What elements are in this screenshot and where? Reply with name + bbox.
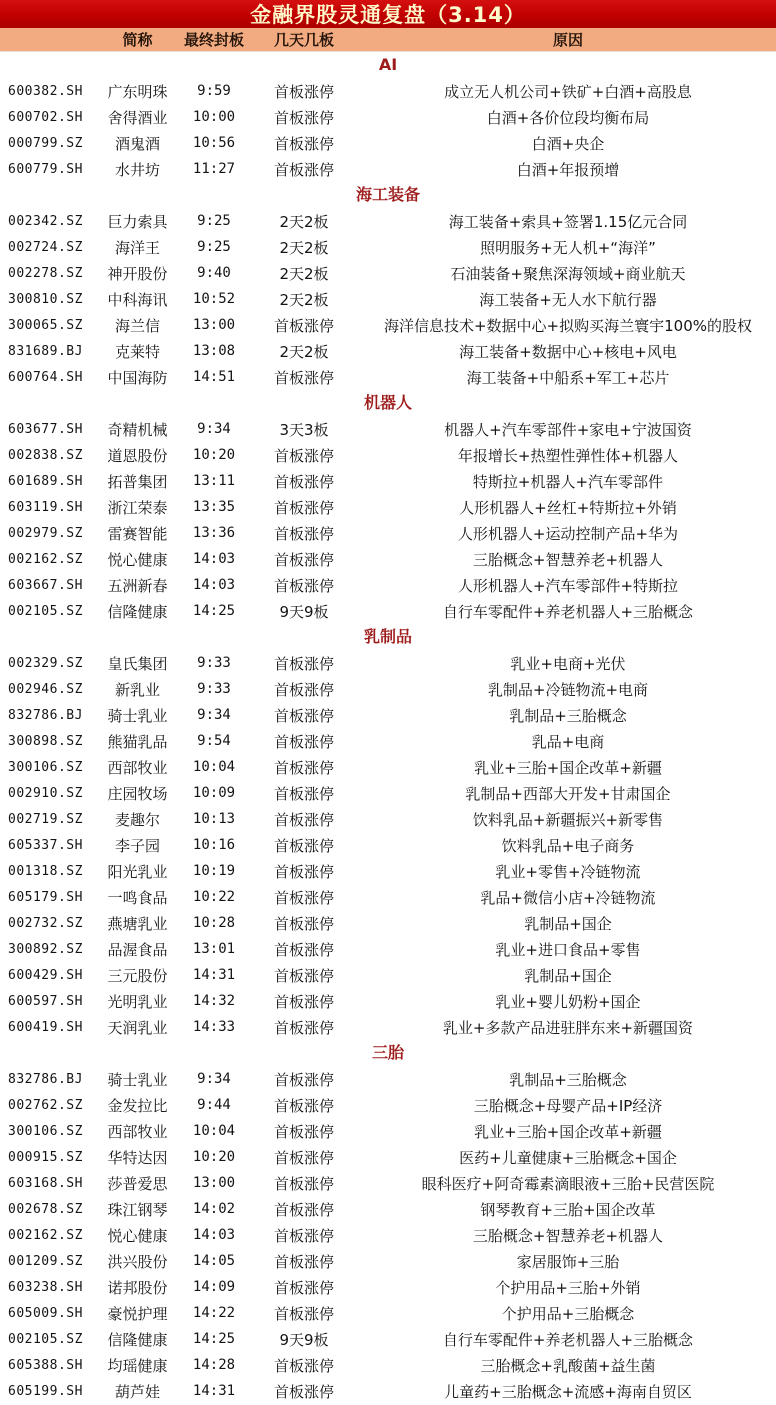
reason-text: 家居服饰+三胎	[516, 1252, 620, 1271]
stock-name: 豪悦护理	[107, 1304, 168, 1323]
reason-text: 眼科医疗+阿奇霉素滴眼液+三胎+民营医院	[421, 1174, 715, 1193]
table-row	[0, 754, 776, 780]
stock-code: 300065.SZ	[8, 317, 83, 333]
stock-code: 831689.BJ	[8, 343, 83, 359]
stock-name: 骑士乳业	[107, 1070, 168, 1089]
reason-text: 儿童药+三胎概念+流感+海南自贸区	[444, 1382, 692, 1401]
stock-name: 悦心健康	[107, 550, 168, 569]
board-count: 2天2板	[279, 238, 329, 257]
table-row	[0, 598, 776, 624]
stock-code: 002105.SZ	[8, 1331, 83, 1347]
stock-code: 600382.SH	[8, 83, 83, 99]
seal-time: 13:36	[192, 525, 236, 541]
reason-text: 乳制品+三胎概念	[509, 1070, 627, 1089]
seal-time: 10:28	[192, 915, 236, 931]
board-count: 首板涨停	[273, 1252, 334, 1271]
board-count: 首板涨停	[273, 82, 334, 101]
table-row	[0, 832, 776, 858]
seal-time: 14:33	[192, 1019, 236, 1035]
stock-name: 庄园牧场	[107, 784, 168, 803]
seal-time: 14:51	[192, 369, 236, 385]
stock-name: 海洋王	[114, 238, 160, 257]
board-count: 9天9板	[279, 602, 329, 621]
reason-text: 乳品+微信小店+冷链物流	[480, 888, 656, 907]
stock-code: 600597.SH	[8, 993, 83, 1009]
table-row	[0, 442, 776, 468]
seal-time: 9:40	[197, 265, 231, 281]
board-count: 首板涨停	[273, 966, 334, 985]
table-row	[0, 546, 776, 572]
table-row	[0, 364, 776, 390]
stock-code: 001318.SZ	[8, 863, 83, 879]
section-title: 海工装备	[355, 185, 420, 204]
reason-text: 饮料乳品+新疆振兴+新零售	[472, 810, 664, 829]
board-count: 首板涨停	[273, 160, 334, 179]
stock-name: 神开股份	[107, 264, 168, 283]
board-count: 首板涨停	[273, 862, 334, 881]
board-count: 首板涨停	[273, 550, 334, 569]
table-row	[0, 1248, 776, 1274]
seal-time: 13:00	[192, 1175, 236, 1191]
board-count: 首板涨停	[273, 680, 334, 699]
board-count: 首板涨停	[273, 836, 334, 855]
reason-text: 乳业+进口食品+零售	[495, 940, 641, 959]
stock-name: 西部牧业	[107, 1122, 168, 1141]
seal-time: 13:01	[192, 941, 236, 957]
board-count: 首板涨停	[273, 108, 334, 127]
table-row	[0, 156, 776, 182]
table-row	[0, 1118, 776, 1144]
reason-text: 白酒+各价位段均衡布局	[486, 108, 650, 127]
stock-name: 信隆健康	[107, 1330, 168, 1349]
table-row	[0, 104, 776, 130]
board-count: 首板涨停	[273, 1070, 334, 1089]
stock-code: 600429.SH	[8, 967, 83, 983]
table-row	[0, 416, 776, 442]
board-count: 首板涨停	[273, 576, 334, 595]
table-row	[0, 338, 776, 364]
board-count: 首板涨停	[273, 1122, 334, 1141]
reason-text: 海工装备+中船系+军工+芯片	[466, 368, 670, 387]
seal-time: 9:34	[197, 421, 231, 437]
section-title: AI	[378, 55, 398, 74]
stock-code: 000799.SZ	[8, 135, 83, 151]
seal-time: 14:25	[192, 1331, 236, 1347]
reason-text: 乳业+多款产品进驻胖东来+新疆国资	[442, 1018, 694, 1037]
reason-text: 成立无人机公司+铁矿+白酒+高股息	[444, 82, 692, 101]
seal-time: 10:19	[192, 863, 236, 879]
board-count: 首板涨停	[273, 1356, 334, 1375]
stock-code: 002719.SZ	[8, 811, 83, 827]
stock-code: 002762.SZ	[8, 1097, 83, 1113]
board-count: 3天3板	[279, 420, 329, 439]
stock-code: 605337.SH	[8, 837, 83, 853]
table-row	[0, 806, 776, 832]
header-board-count: 几天几板	[273, 31, 334, 49]
reason-text: 年报增长+热塑性弹性体+机器人	[457, 446, 679, 465]
stock-name: 悦心健康	[107, 1226, 168, 1245]
stock-name: 燕塘乳业	[107, 914, 168, 933]
board-count: 2天2板	[279, 290, 329, 309]
stock-name: 巨力索具	[107, 212, 168, 231]
stock-name: 新乳业	[114, 680, 160, 699]
section-title: 机器人	[363, 393, 412, 412]
table-row	[0, 1300, 776, 1326]
seal-time: 9:25	[197, 213, 231, 229]
stock-code: 605009.SH	[8, 1305, 83, 1321]
seal-time: 14:09	[192, 1279, 236, 1295]
stock-code: 002278.SZ	[8, 265, 83, 281]
stock-name: 中科海讯	[107, 290, 168, 309]
table-row	[0, 910, 776, 936]
stock-code: 300810.SZ	[8, 291, 83, 307]
reason-text: 海洋信息技术+数据中心+拟购买海兰寰宇100%的股权	[383, 316, 753, 335]
stock-code: 600702.SH	[8, 109, 83, 125]
table-row	[0, 884, 776, 910]
stock-code: 605179.SH	[8, 889, 83, 905]
reason-text: 乳制品+西部大开发+甘肃国企	[465, 784, 671, 803]
reason-text: 自行车零配件+养老机器人+三胎概念	[442, 1330, 694, 1349]
header-reason: 原因	[552, 31, 583, 49]
stock-name: 骑士乳业	[107, 706, 168, 725]
stock-code: 002162.SZ	[8, 551, 83, 567]
table-row	[0, 650, 776, 676]
seal-time: 10:20	[192, 1149, 236, 1165]
table-row	[0, 728, 776, 754]
board-count: 首板涨停	[273, 654, 334, 673]
table-row	[0, 1326, 776, 1352]
seal-time: 9:33	[197, 655, 231, 671]
reason-text: 乳业+三胎+国企改革+新疆	[474, 758, 662, 777]
seal-time: 14:02	[192, 1201, 236, 1217]
stock-name: 葫芦娃	[114, 1382, 160, 1401]
table-row	[0, 1092, 776, 1118]
reason-text: 特斯拉+机器人+汽车零部件	[472, 472, 664, 491]
board-count: 首板涨停	[273, 446, 334, 465]
table-row	[0, 1352, 776, 1378]
seal-time: 10:52	[192, 291, 236, 307]
table-row	[0, 936, 776, 962]
table-row	[0, 78, 776, 104]
stock-code: 002342.SZ	[8, 213, 83, 229]
reason-text: 三胎概念+母婴产品+IP经济	[473, 1096, 663, 1115]
stock-code: 605199.SH	[8, 1383, 83, 1399]
board-count: 首板涨停	[273, 1148, 334, 1167]
board-count: 首板涨停	[273, 316, 334, 335]
seal-time: 10:13	[192, 811, 236, 827]
stock-code: 300898.SZ	[8, 733, 83, 749]
header-seal-time: 最终封板	[183, 31, 244, 49]
stock-code: 600764.SH	[8, 369, 83, 385]
reason-text: 三胎概念+智慧养老+机器人	[472, 1226, 664, 1245]
seal-time: 10:56	[192, 135, 236, 151]
seal-time: 11:27	[192, 161, 236, 177]
stock-name: 广东明珠	[107, 82, 168, 101]
table-row	[0, 520, 776, 546]
table-header-row	[0, 28, 776, 52]
reason-text: 饮料乳品+电子商务	[501, 836, 635, 855]
stock-code: 600419.SH	[8, 1019, 83, 1035]
table-row	[0, 286, 776, 312]
stock-code: 300106.SZ	[8, 759, 83, 775]
table-row	[0, 1066, 776, 1092]
reason-text: 乳业+零售+冷链物流	[495, 862, 641, 881]
seal-time: 14:03	[192, 551, 236, 567]
reason-text: 人形机器人+丝杠+特斯拉+外销	[459, 498, 677, 517]
stock-name: 莎普爱思	[107, 1174, 168, 1193]
table-row	[0, 130, 776, 156]
seal-time: 9:44	[197, 1097, 231, 1113]
stock-code: 603677.SH	[8, 421, 83, 437]
seal-time: 10:22	[192, 889, 236, 905]
stock-name: 均瑶健康	[107, 1356, 168, 1375]
reason-text: 自行车零配件+养老机器人+三胎概念	[442, 602, 694, 621]
board-count: 首板涨停	[273, 732, 334, 751]
seal-time: 9:25	[197, 239, 231, 255]
stock-code: 001209.SZ	[8, 1253, 83, 1269]
seal-time: 13:11	[192, 473, 236, 489]
stock-code: 002105.SZ	[8, 603, 83, 619]
reason-text: 医药+儿童健康+三胎概念+国企	[459, 1148, 677, 1167]
seal-time: 10:04	[192, 1123, 236, 1139]
stock-name: 李子园	[114, 836, 160, 855]
stock-code: 002678.SZ	[8, 1201, 83, 1217]
board-count: 首板涨停	[273, 1018, 334, 1037]
stock-name: 海兰信	[114, 316, 160, 335]
stock-code: 300106.SZ	[8, 1123, 83, 1139]
report-title-bar	[0, 0, 776, 28]
stock-code: 002329.SZ	[8, 655, 83, 671]
stock-name: 三元股份	[107, 966, 168, 985]
stock-code: 002910.SZ	[8, 785, 83, 801]
board-count: 首板涨停	[273, 940, 334, 959]
seal-time: 14:28	[192, 1357, 236, 1373]
board-count: 首板涨停	[273, 472, 334, 491]
board-count: 2天2板	[279, 342, 329, 361]
reason-text: 机器人+汽车零部件+家电+宁波国资	[444, 420, 692, 439]
stock-code: 603667.SH	[8, 577, 83, 593]
seal-time: 14:03	[192, 577, 236, 593]
stock-name: 信隆健康	[107, 602, 168, 621]
seal-time: 14:32	[192, 993, 236, 1009]
reason-text: 乳制品+冷链物流+电商	[487, 680, 649, 699]
table-row	[0, 494, 776, 520]
reason-text: 乳制品+国企	[524, 914, 612, 933]
seal-time: 9:54	[197, 733, 231, 749]
reason-text: 乳品+电商	[531, 732, 605, 751]
seal-time: 14:31	[192, 1383, 236, 1399]
reason-text: 乳业+电商+光伏	[510, 654, 626, 673]
stock-name: 天润乳业	[107, 1018, 168, 1037]
seal-time: 13:08	[192, 343, 236, 359]
seal-time: 9:34	[197, 707, 231, 723]
table-row	[0, 676, 776, 702]
stock-name: 奇精机械	[107, 420, 168, 439]
table-row	[0, 1014, 776, 1040]
stock-code: 300892.SZ	[8, 941, 83, 957]
stock-name: 五洲新春	[107, 576, 168, 595]
stock-name: 珠江钢琴	[107, 1200, 168, 1219]
board-count: 首板涨停	[273, 1304, 334, 1323]
stock-name: 一鸣食品	[107, 888, 168, 907]
reason-text: 人形机器人+汽车零部件+特斯拉	[457, 576, 679, 595]
table-row	[0, 988, 776, 1014]
stock-name: 华特达因	[107, 1148, 168, 1167]
stock-code: 000915.SZ	[8, 1149, 83, 1165]
stock-name: 品渥食品	[107, 940, 168, 959]
stock-code: 002979.SZ	[8, 525, 83, 541]
seal-time: 14:05	[192, 1253, 236, 1269]
seal-time: 9:59	[197, 83, 231, 99]
seal-time: 9:33	[197, 681, 231, 697]
page-title: 金融界股灵通复盘（3.14）	[250, 3, 526, 27]
board-count: 首板涨停	[273, 498, 334, 517]
board-count: 9天9板	[279, 1330, 329, 1349]
reason-text: 个护用品+三胎+外销	[495, 1278, 641, 1297]
reason-text: 石油装备+聚焦深海领域+商业航天	[450, 264, 686, 283]
stock-name: 麦趣尔	[114, 810, 160, 829]
seal-time: 10:00	[192, 109, 236, 125]
table-row	[0, 1222, 776, 1248]
seal-time: 10:09	[192, 785, 236, 801]
stock-code: 600779.SH	[8, 161, 83, 177]
stock-name: 雷赛智能	[107, 524, 168, 543]
stock-name: 洪兴股份	[107, 1252, 168, 1271]
board-count: 首板涨停	[273, 1278, 334, 1297]
table-row	[0, 260, 776, 286]
seal-time: 13:00	[192, 317, 236, 333]
reason-text: 三胎概念+智慧养老+机器人	[472, 550, 664, 569]
stock-name: 浙江荣泰	[107, 498, 168, 517]
stock-code: 603119.SH	[8, 499, 83, 515]
reason-text: 乳业+三胎+国企改革+新疆	[474, 1122, 662, 1141]
table-row	[0, 702, 776, 728]
reason-text: 人形机器人+运动控制产品+华为	[457, 524, 679, 543]
table-row	[0, 780, 776, 806]
stock-name: 熊猫乳品	[107, 732, 168, 751]
table-row	[0, 962, 776, 988]
stock-name: 光明乳业	[107, 992, 168, 1011]
board-count: 首板涨停	[273, 758, 334, 777]
seal-time: 14:25	[192, 603, 236, 619]
seal-time: 10:20	[192, 447, 236, 463]
reason-text: 白酒+央企	[531, 134, 605, 153]
stock-name: 皇氏集团	[107, 654, 168, 673]
stock-code: 603168.SH	[8, 1175, 83, 1191]
board-count: 首板涨停	[273, 368, 334, 387]
reason-text: 白酒+年报预增	[516, 160, 620, 179]
stock-name: 中国海防	[107, 368, 168, 387]
section-title: 三胎	[371, 1043, 404, 1062]
table-row	[0, 1274, 776, 1300]
seal-time: 14:03	[192, 1227, 236, 1243]
reason-text: 个护用品+三胎概念	[501, 1304, 635, 1323]
reason-text: 钢琴教育+三胎+国企改革	[480, 1200, 656, 1219]
stock-name: 克莱特	[114, 342, 160, 361]
seal-time: 14:22	[192, 1305, 236, 1321]
table-row	[0, 858, 776, 884]
table-row	[0, 1196, 776, 1222]
reason-text: 海工装备+数据中心+核电+风电	[459, 342, 677, 361]
table-row	[0, 208, 776, 234]
table-body	[0, 52, 776, 1404]
seal-time: 9:34	[197, 1071, 231, 1087]
board-count: 首板涨停	[273, 810, 334, 829]
seal-time: 14:31	[192, 967, 236, 983]
stock-code: 605388.SH	[8, 1357, 83, 1373]
stock-name: 拓普集团	[107, 472, 168, 491]
stock-code: 002732.SZ	[8, 915, 83, 931]
stock-code: 832786.BJ	[8, 1071, 83, 1087]
stock-name: 西部牧业	[107, 758, 168, 777]
board-count: 首板涨停	[273, 888, 334, 907]
reason-text: 海工装备+无人水下航行器	[479, 290, 657, 309]
board-count: 首板涨停	[273, 706, 334, 725]
board-count: 首板涨停	[273, 524, 334, 543]
seal-time: 10:04	[192, 759, 236, 775]
reason-text: 三胎概念+乳酸菌+益生菌	[480, 1356, 656, 1375]
stock-name: 酒鬼酒	[114, 134, 160, 153]
table-row	[0, 468, 776, 494]
table-row	[0, 1378, 776, 1404]
stock-name: 道恩股份	[107, 446, 168, 465]
reason-text: 乳制品+国企	[524, 966, 612, 985]
board-count: 首板涨停	[273, 134, 334, 153]
seal-time: 13:35	[192, 499, 236, 515]
table-row	[0, 312, 776, 338]
stock-code: 002162.SZ	[8, 1227, 83, 1243]
reason-text: 乳业+婴儿奶粉+国企	[495, 992, 641, 1011]
stock-name: 阳光乳业	[107, 862, 168, 881]
board-count: 首板涨停	[273, 784, 334, 803]
board-count: 首板涨停	[273, 992, 334, 1011]
stock-code: 601689.SH	[8, 473, 83, 489]
board-count: 首板涨停	[273, 1200, 334, 1219]
board-count: 2天2板	[279, 264, 329, 283]
board-count: 首板涨停	[273, 1226, 334, 1245]
table-row	[0, 1170, 776, 1196]
board-count: 2天2板	[279, 212, 329, 231]
table-row	[0, 572, 776, 598]
stock-name: 舍得酒业	[107, 108, 168, 127]
seal-time: 10:16	[192, 837, 236, 853]
reason-text: 照明服务+无人机+“海洋”	[480, 238, 656, 257]
board-count: 首板涨停	[273, 914, 334, 933]
stock-name: 水井坊	[114, 160, 160, 179]
stock-code: 832786.BJ	[8, 707, 83, 723]
stock-code: 002724.SZ	[8, 239, 83, 255]
board-count: 首板涨停	[273, 1174, 334, 1193]
table-row	[0, 234, 776, 260]
reason-text: 海工装备+索具+签署1.15亿元合同	[448, 212, 688, 231]
stock-code: 002838.SZ	[8, 447, 83, 463]
table-row	[0, 1144, 776, 1170]
board-count: 首板涨停	[273, 1096, 334, 1115]
section-title: 乳制品	[363, 627, 412, 646]
stock-name: 金发拉比	[107, 1096, 168, 1115]
reason-text: 乳制品+三胎概念	[509, 706, 627, 725]
header-stock-name: 简称	[122, 31, 153, 49]
stock-code: 002946.SZ	[8, 681, 83, 697]
board-count: 首板涨停	[273, 1382, 334, 1401]
stock-code: 603238.SH	[8, 1279, 83, 1295]
stock-name: 诺邦股份	[107, 1278, 168, 1297]
